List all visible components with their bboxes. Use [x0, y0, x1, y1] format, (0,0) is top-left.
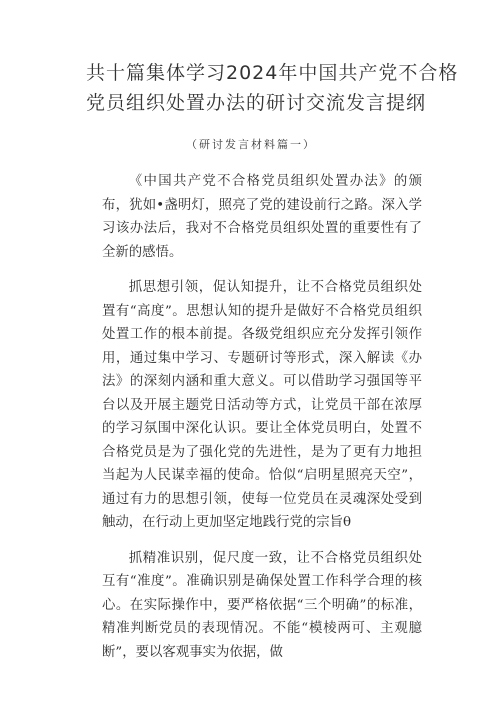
paragraph-precise-identification: 抓精准识别，促尺度一致，让不合格党员组织处互有“准度”。准确识别是确保处置工作科学合理的核心。在实际操作中，要严格依据“三个明确”的标准，精准判断党员的表现情况。不能“模棱两可、主观臆断”，要以客观事实为依据，做 [102, 550, 422, 660]
title-line-1: 共十篇集体学习2024年中国共产党不合格 [86, 62, 459, 84]
title-line-2: 党员组织处置办法的研讨交流发言提纲 [86, 92, 427, 114]
document-body [102, 170, 422, 664]
document-subtitle: （研讨发言材料篇一） [186, 138, 316, 151]
paragraph-intro: 《中国共产党不合格党员组织处置办法》的颁布，犹如•盏明灯，照亮了党的建设前行之路。深入学习该办法后，我对不合格党员组织处置的重要性有了全新的感悟。 [102, 174, 422, 260]
document-title [86, 58, 459, 118]
paragraph-thought-guidance: 抓思想引领，促认知提升，让不合格党员组织处置有“高度”。思想认知的提升是做好不合格党员组织处置工作的根本前提。各级党组织应充分发挥引领作用，通过集中学习、专题研讨等形式，深入解读《办法》的深刻内涵和重大意义。可以借助学习强国等平台以及开展主题党日活动等方式，让党员干部在浓厚的学习氛围中深化认识。要让全体党员明白，处置不合格党员是为了强化党的先进性，是为了更有力地担当起为人民谋幸福的使命。恰似“启明星照亮天空”，通过有力的思想引领，使每一位党员在灵魂深处受到触动，在行动上更加坚定地践行党的宗旨θ [102, 280, 422, 530]
